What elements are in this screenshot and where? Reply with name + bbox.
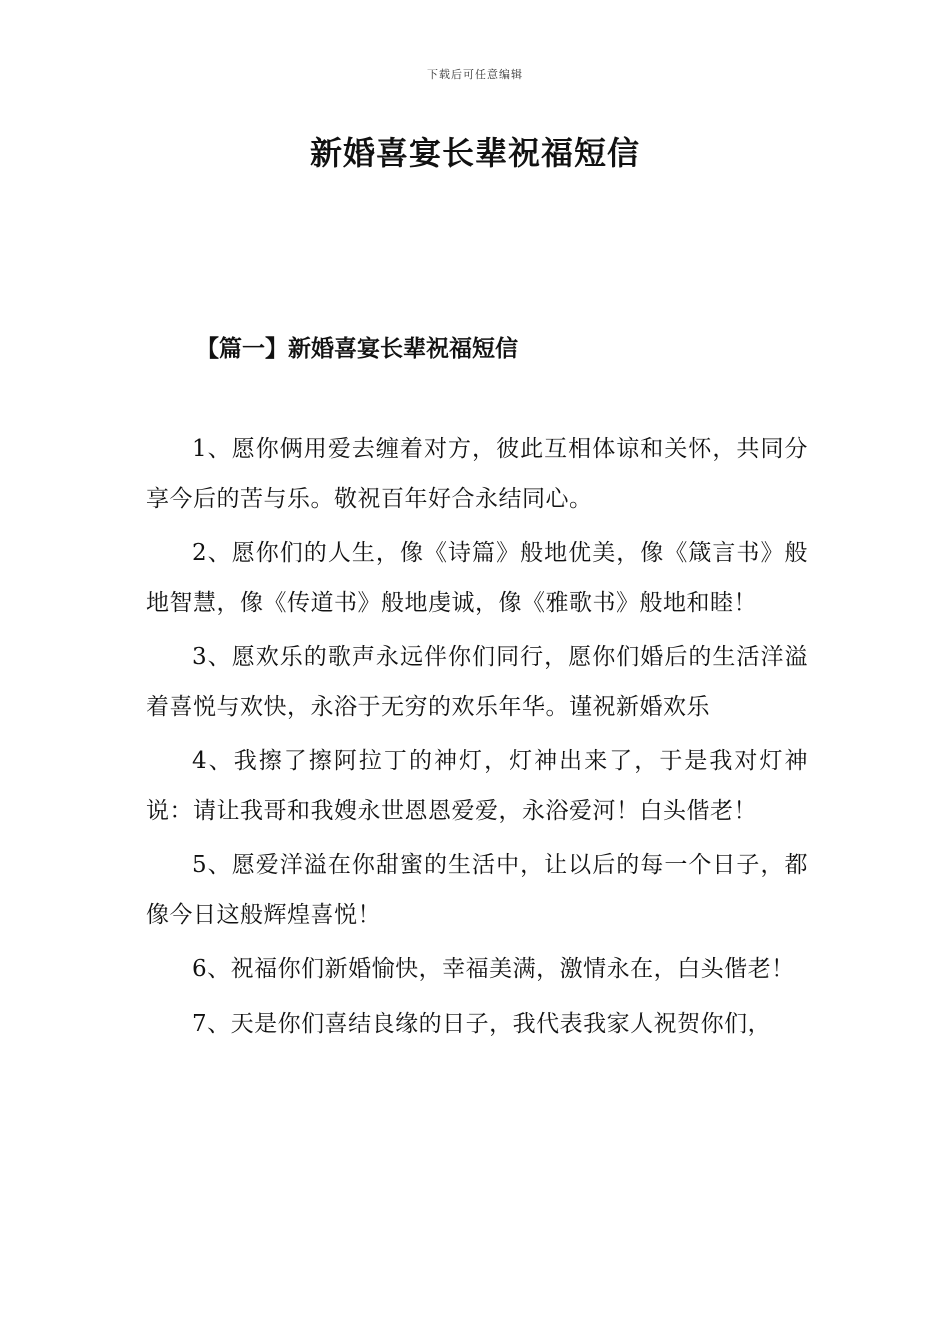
paragraph-3: 3、愿欢乐的歌声永远伴你们同行，愿你们婚后的生活洋溢着喜悦与欢快，永浴于无穷的欢乐年华。谨祝新婚欢乐 [146, 644, 808, 720]
paragraph-5: 5、愿爱洋溢在你甜蜜的生活中，让以后的每一个日子，都像今日这般辉煌喜悦！ [146, 852, 808, 928]
header-note: 下载后可任意编辑 [427, 68, 523, 81]
paragraph-6: 6、祝福你们新婚愉快，幸福美满，激情永在，白头偕老！ [192, 956, 795, 982]
paragraph-4: 4、我擦了擦阿拉丁的神灯，灯神出来了，于是我对灯神说：请让我哥和我嫂永世恩恩爱爱，永浴爱河！白头偕老！ [146, 748, 808, 824]
paragraph-2: 2、愿你们的人生，像《诗篇》般地优美，像《箴言书》般地智慧，像《传道书》般地虔诚，像《雅歌书》般地和睦！ [146, 540, 808, 616]
paragraph-1: 1、愿你俩用爱去缠着对方，彼此互相体谅和关怀，共同分享今后的苦与乐。敬祝百年好合永结同心。 [146, 436, 808, 512]
body-text [146, 425, 808, 1054]
paragraph-7: 7、天是你们喜结良缘的日子，我代表我家人祝贺你们， [192, 1010, 772, 1037]
document-title: 新婚喜宴长辈祝福短信 [309, 134, 640, 172]
section-heading: 【篇一】新婚喜宴长辈祝福短信 [196, 335, 518, 362]
